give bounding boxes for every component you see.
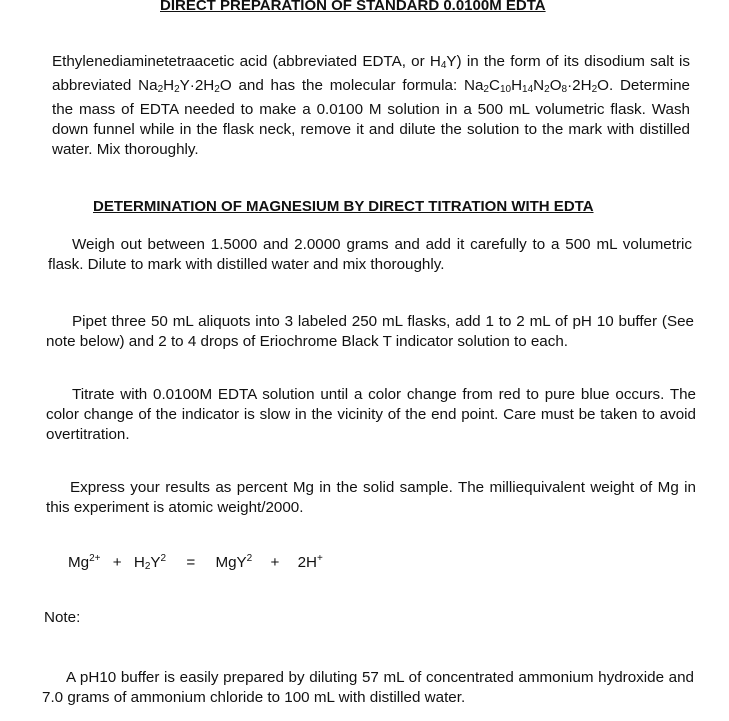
note-text: A pH10 buffer is easily prepared by diluting 57 mL of concentrated ammonium hydroxide and 7.0 grams of ammonium chloride to 100 mL with distilled water. — [42, 669, 694, 706]
eq-equals: = — [186, 554, 196, 571]
eq-plus-1: + — [112, 554, 122, 571]
section2-paragraph-4: Express your results as percent Mg in the solid sample. The milliequivalent weight of Mg in this experiment is atomic weight/2000. — [46, 479, 696, 516]
eq-mgy: MgY2 — [215, 553, 253, 571]
eq-2h: 2H+ — [297, 553, 323, 571]
section2-title: DETERMINATION OF MAGNESIUM BY DIRECT TITRATION WITH EDTA — [93, 198, 594, 215]
eq-h2y: H2Y2 — [133, 553, 167, 572]
section2-paragraph-3: Titrate with 0.0100M EDTA solution until a color change from red to pure blue occurs. The color change of the indicator is slow in the vicinity of the end point. Care must be taken to avoid overtitration. — [46, 386, 696, 443]
eq-mg: Mg2+ — [68, 553, 101, 571]
eq-plus-2: + — [270, 554, 280, 571]
section1-title: DIRECT PREPARATION OF STANDARD 0.0100M EDTA — [160, 0, 546, 14]
note-label: Note: — [44, 609, 81, 626]
reaction-equation — [68, 549, 323, 577]
section2-paragraph-1: Weigh out between 1.5000 and 2.0000 grams and add it carefully to a 500 mL volumetric flask. Dilute to mark with distilled water and mix thoroughly. — [48, 236, 692, 273]
section1-paragraph: Ethylenediaminetetraacetic acid (abbreviated EDTA, or $H_4Y$) in the form of its disodium salt is abbreviated $Na_2H_2Y\cdot 2H_2O$ and has the molecular formula: $Na_2C_{10}H_{14}N_2O_8\cdot 2H_2O$. Determine the mass of EDTA needed to make a 0.0100 M solution in a 500 mL volumetric flask. Wash down funnel while in the flask neck, remove it and dilute the solution to the mark with distilled water. Mix thoroughly. — [52, 53, 690, 158]
section2-paragraph-2: Pipet three 50 mL aliquots into 3 labeled 250 mL flasks, add 1 to 2 mL of pH 10 buffer (See note below) and 2 to 4 drops of Eriochrome Black T indicator solution to each. — [46, 313, 694, 350]
